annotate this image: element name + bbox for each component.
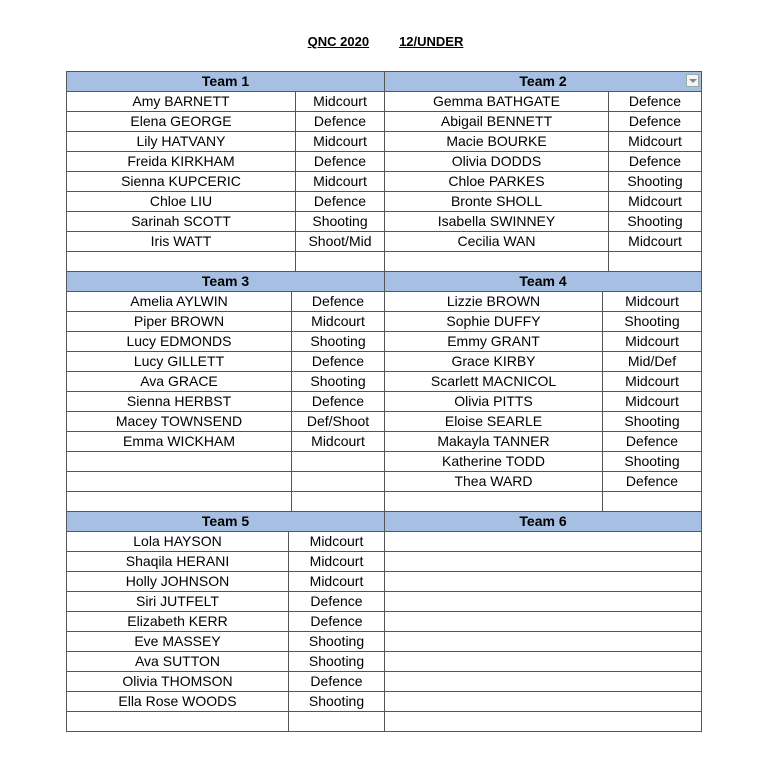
- player-position: Defence: [289, 612, 385, 632]
- player-position: Defence: [609, 92, 702, 112]
- player-name: Thea WARD: [385, 472, 603, 492]
- player-name: [385, 252, 609, 272]
- table-row: [67, 452, 702, 472]
- table-row: [67, 352, 702, 372]
- table-row: [67, 372, 702, 392]
- player-name: Lola HAYSON: [67, 532, 289, 552]
- table-row: [67, 232, 702, 252]
- table-row: [67, 552, 702, 572]
- player-name: Iris WATT: [67, 232, 296, 252]
- competition-title: QNC 2020: [307, 34, 370, 49]
- table-row: [67, 492, 702, 512]
- player-name: Freida KIRKHAM: [67, 152, 296, 172]
- age-group-title: 12/UNDER: [399, 34, 464, 49]
- table-row: [67, 392, 702, 412]
- player-position: Defence: [603, 432, 702, 452]
- table-row: [67, 332, 702, 352]
- table-row: [67, 572, 702, 592]
- player-position: Defence: [289, 592, 385, 612]
- player-name: Sienna KUPCERIC: [67, 172, 296, 192]
- player-name: Lucy EDMONDS: [67, 332, 292, 352]
- player-position: Midcourt: [603, 292, 702, 312]
- player-position: Midcourt: [292, 432, 385, 452]
- table-row: [67, 172, 702, 192]
- player-position: [289, 712, 385, 732]
- table-row: [67, 152, 702, 172]
- player-name: Bronte SHOLL: [385, 192, 609, 212]
- player-position: Mid/Def: [603, 352, 702, 372]
- player-position: Shoot/Mid: [296, 232, 385, 252]
- player-position: Defence: [292, 292, 385, 312]
- player-position: Defence: [609, 152, 702, 172]
- player-name: Amy BARNETT: [67, 92, 296, 112]
- player-position: Defence: [603, 472, 702, 492]
- player-position: Defence: [296, 192, 385, 212]
- player-name: Scarlett MACNICOL: [385, 372, 603, 392]
- empty-cell: [385, 632, 702, 652]
- team-title: Team 3: [67, 272, 385, 292]
- player-name: Gemma BATHGATE: [385, 92, 609, 112]
- table-row: [67, 672, 702, 692]
- player-name: Olivia THOMSON: [67, 672, 289, 692]
- player-position: Shooting: [296, 212, 385, 232]
- team-lists-table: [66, 71, 702, 732]
- table-row: [67, 412, 702, 432]
- table-row: [67, 612, 702, 632]
- player-position: Defence: [292, 352, 385, 372]
- player-position: Midcourt: [603, 392, 702, 412]
- team-title: Team 5: [67, 512, 385, 532]
- player-position: Midcourt: [609, 232, 702, 252]
- empty-cell: [385, 572, 702, 592]
- table-row: [67, 472, 702, 492]
- player-name: Sienna HERBST: [67, 392, 292, 412]
- team-header-row: [67, 512, 702, 532]
- player-name: Lily HATVANY: [67, 132, 296, 152]
- empty-cell: [385, 672, 702, 692]
- team-title: [385, 72, 702, 92]
- player-name: Ava SUTTON: [67, 652, 289, 672]
- player-position: Shooting: [603, 312, 702, 332]
- player-position: Defence: [296, 112, 385, 132]
- player-name: [67, 472, 292, 492]
- table-row: [67, 652, 702, 672]
- team-title-text: Team 4: [519, 273, 567, 289]
- table-row: [67, 92, 702, 112]
- player-name: Sarinah SCOTT: [67, 212, 296, 232]
- table-row: [67, 692, 702, 712]
- player-position: Midcourt: [296, 92, 385, 112]
- player-position: Defence: [289, 672, 385, 692]
- empty-cell: [385, 552, 702, 572]
- page-title: [0, 34, 771, 49]
- empty-cell: [385, 612, 702, 632]
- player-name: Piper BROWN: [67, 312, 292, 332]
- player-position: Midcourt: [292, 312, 385, 332]
- player-name: Macie BOURKE: [385, 132, 609, 152]
- player-position: Shooting: [289, 632, 385, 652]
- empty-cell: [385, 692, 702, 712]
- table-row: [67, 192, 702, 212]
- table-row: [67, 292, 702, 312]
- player-name: Emmy GRANT: [385, 332, 603, 352]
- player-name: Ava GRACE: [67, 372, 292, 392]
- empty-cell: [385, 532, 702, 552]
- table-row: [67, 132, 702, 152]
- player-position: Shooting: [609, 212, 702, 232]
- player-position: Midcourt: [609, 192, 702, 212]
- player-position: Shooting: [289, 692, 385, 712]
- player-position: [296, 252, 385, 272]
- team-title: Team 1: [67, 72, 385, 92]
- player-name: Elena GEORGE: [67, 112, 296, 132]
- player-name: Emma WICKHAM: [67, 432, 292, 452]
- player-position: Shooting: [603, 412, 702, 432]
- player-position: Defence: [292, 392, 385, 412]
- player-name: Sophie DUFFY: [385, 312, 603, 332]
- player-name: Eloise SEARLE: [385, 412, 603, 432]
- player-name: Lucy GILLETT: [67, 352, 292, 372]
- player-name: [385, 492, 603, 512]
- empty-cell: [385, 712, 702, 732]
- table-row: [67, 252, 702, 272]
- team-header-row: [67, 72, 702, 92]
- player-name: Cecilia WAN: [385, 232, 609, 252]
- player-name: Grace KIRBY: [385, 352, 603, 372]
- table-row: [67, 532, 702, 552]
- player-name: Isabella SWINNEY: [385, 212, 609, 232]
- empty-cell: [385, 652, 702, 672]
- player-position: [603, 492, 702, 512]
- player-name: Olivia PITTS: [385, 392, 603, 412]
- player-position: Defence: [609, 112, 702, 132]
- table-row: [67, 712, 702, 732]
- player-name: Abigail BENNETT: [385, 112, 609, 132]
- team-title: [385, 512, 702, 532]
- player-name: Holly JOHNSON: [67, 572, 289, 592]
- player-name: Lizzie BROWN: [385, 292, 603, 312]
- player-name: Chloe PARKES: [385, 172, 609, 192]
- table-row: [67, 592, 702, 612]
- table-row: [67, 312, 702, 332]
- player-name: [67, 712, 289, 732]
- player-name: [67, 252, 296, 272]
- player-name: Macey TOWNSEND: [67, 412, 292, 432]
- table-row: [67, 632, 702, 652]
- table-row: [67, 212, 702, 232]
- player-name: [67, 492, 292, 512]
- player-name: Ella Rose WOODS: [67, 692, 289, 712]
- player-name: Elizabeth KERR: [67, 612, 289, 632]
- player-position: Midcourt: [609, 132, 702, 152]
- player-position: Midcourt: [289, 572, 385, 592]
- player-name: Chloe LIU: [67, 192, 296, 212]
- player-position: Midcourt: [296, 172, 385, 192]
- player-position: Defence: [296, 152, 385, 172]
- player-name: Olivia DODDS: [385, 152, 609, 172]
- team-title-text: Team 2: [519, 73, 567, 89]
- player-name: Katherine TODD: [385, 452, 603, 472]
- player-position: Shooting: [289, 652, 385, 672]
- player-position: Shooting: [603, 452, 702, 472]
- player-name: Amelia AYLWIN: [67, 292, 292, 312]
- player-name: Eve MASSEY: [67, 632, 289, 652]
- player-name: [67, 452, 292, 472]
- player-position: Shooting: [609, 172, 702, 192]
- team-title: [385, 272, 702, 292]
- player-position: Midcourt: [289, 532, 385, 552]
- player-position: Midcourt: [603, 332, 702, 352]
- player-name: Shaqila HERANI: [67, 552, 289, 572]
- player-position: Def/Shoot: [292, 412, 385, 432]
- player-position: Midcourt: [289, 552, 385, 572]
- player-name: Siri JUTFELT: [67, 592, 289, 612]
- team-header-row: [67, 272, 702, 292]
- filter-dropdown-icon[interactable]: [686, 74, 699, 87]
- player-position: Midcourt: [603, 372, 702, 392]
- player-name: Makayla TANNER: [385, 432, 603, 452]
- player-position: Shooting: [292, 332, 385, 352]
- player-position: [609, 252, 702, 272]
- empty-cell: [385, 592, 702, 612]
- table-row: [67, 112, 702, 132]
- player-position: [292, 492, 385, 512]
- player-position: Shooting: [292, 372, 385, 392]
- player-position: [292, 472, 385, 492]
- table-row: [67, 432, 702, 452]
- team-title-text: Team 6: [519, 513, 567, 529]
- player-position: [292, 452, 385, 472]
- player-position: Midcourt: [296, 132, 385, 152]
